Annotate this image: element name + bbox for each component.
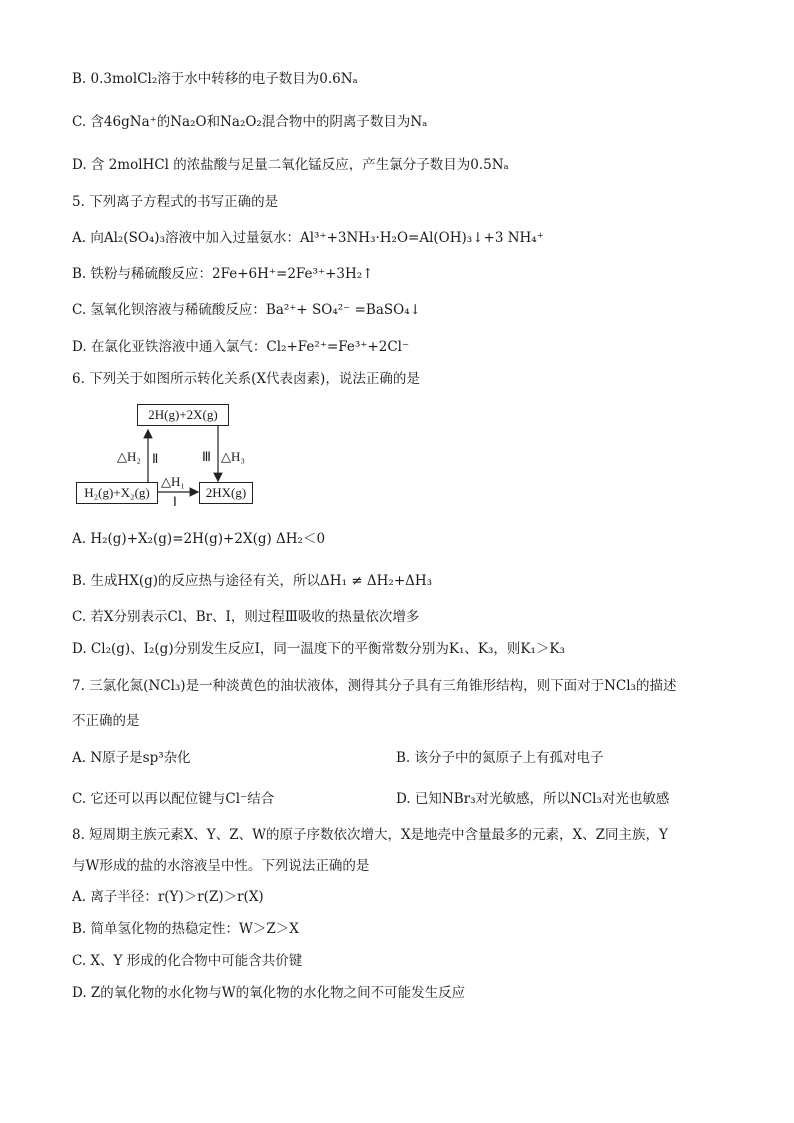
q5-option-d: D. 在氯化亚铁溶液中通入氯气：Cl₂+Fe²⁺=Fe³⁺+2Cl⁻ [72, 339, 410, 355]
q4-option-c: C. 含46gNa⁺的Na₂O和Na₂O₂混合物中的阴离子数目为Nₐ [72, 114, 428, 130]
q6-option-c: C. 若X分别表示Cl、Br、I，则过程Ⅲ吸收的热量依次增多 [72, 609, 420, 625]
label-step2: Ⅱ [152, 451, 159, 466]
q8-stem-line2: 与W形成的盐的水溶液呈中性。下列说法正确的是 [72, 858, 370, 874]
q8-option-b: B. 简单氢化物的热稳定性：W＞Z＞X [72, 921, 299, 937]
q7-stem-line2: 不正确的是 [72, 713, 140, 729]
q7-option-a: A. N原子是sp³杂化 [72, 750, 191, 766]
q5-option-b: B. 铁粉与稀硫酸反应：2Fe+6H⁺=2Fe³⁺+3H₂↑ [72, 266, 374, 282]
q5-stem: 5. 下列离子方程式的书写正确的是 [72, 194, 279, 210]
q8-stem-line1: 8. 短周期主族元素X、Y、Z、W的原子序数依次增大，X是地壳中含量最多的元素，X、Z同主族，Y [72, 827, 668, 843]
q6-option-b: B. 生成HX(g)的反应热与途径有关，所以ΔH₁ ≠ ΔH₂+ΔH₃ [72, 573, 433, 589]
q6-stem: 6. 下列关于如图所示转化关系(X代表卤素)，说法正确的是 [72, 371, 420, 387]
q4-option-b: B. 0.3molCl₂溶于水中转移的电子数目为0.6Nₐ [72, 71, 358, 87]
label-step1: Ⅰ [173, 494, 177, 509]
box-atoms: 2H(g)+2X(g) [137, 404, 229, 426]
q6-option-d: D. Cl₂(g)、I₂(g)分别发生反应Ⅰ，同一温度下的平衡常数分别为K₁、K₃，则K₁＞K₃ [72, 641, 565, 657]
label-dh2: △H₂ [117, 449, 141, 464]
q8-option-c: C. X、Y 形成的化合物中可能含共价键 [72, 953, 303, 969]
q4-option-d: D. 含 2molHCl 的浓盐酸与足量二氧化锰反应，产生氯分子数目为0.5Nₐ [72, 157, 509, 173]
q7-option-b: B. 该分子中的氮原子上有孤对电子 [396, 750, 604, 766]
q7-option-d: D. 已知NBr₃对光敏感，所以NCl₃对光也敏感 [396, 791, 670, 807]
q7-stem-line1: 7. 三氯化氮(NCl₃)是一种淡黄色的油状液体，测得其分子具有三角锥形结构，则下面对于NCl₃的描述 [72, 678, 677, 694]
box-reactants: H₂(g)+X₂(g) [76, 482, 158, 504]
label-dh3: △H₃ [221, 449, 245, 464]
q7-option-c: C. 它还可以再以配位键与Cl⁻结合 [72, 791, 275, 807]
q5-option-c: C. 氢氧化钡溶液与稀硫酸反应：Ba²⁺+ SO₄²⁻ =BaSO₄↓ [72, 302, 421, 318]
q8-option-d: D. Z的氧化物的水化物与W的氧化物的水化物之间不可能发生反应 [72, 985, 466, 1001]
label-dh1: △H₁ [161, 474, 185, 489]
q6-option-a: A. H₂(g)+X₂(g)=2H(g)+2X(g) ΔH₂＜0 [72, 531, 326, 547]
q5-option-a: A. 向Al₂(SO₄)₃溶液中加入过量氨水：Al³⁺+3NH₃·H₂O=Al(OH)₃↓+3 NH₄⁺ [72, 230, 544, 246]
q8-option-a: A. 离子半径：r(Y)＞r(Z)＞r(X) [72, 889, 264, 905]
label-step3: Ⅲ [202, 449, 211, 464]
box-product: 2HX(g) [199, 482, 253, 504]
